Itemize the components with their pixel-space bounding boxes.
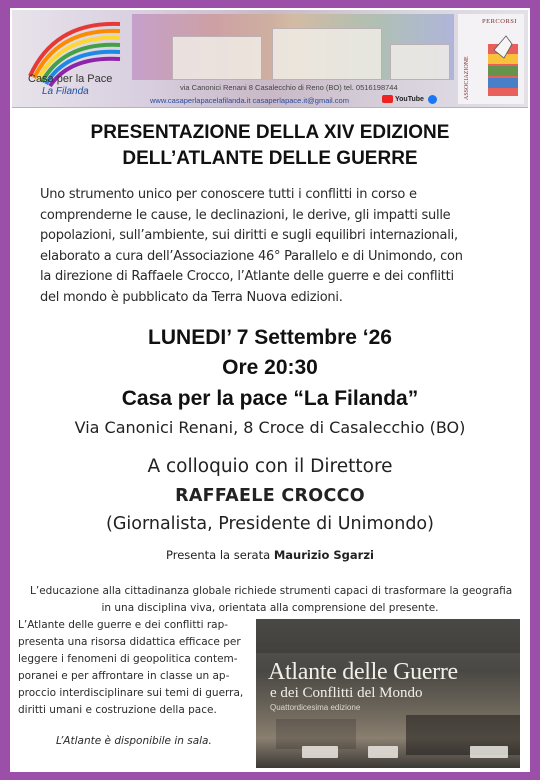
atlante-paragraph: L’Atlante delle guerre e dei conflitti rap- presenta una risorsa didattica efficace per leggere i fenomeni di geopolitica contem- poranei e per affrontare in classe un ap- proccio interdisciplinare sui temi di guerra, diritti umani e costruzione della pace. bbox=[18, 619, 244, 716]
youtube-icon bbox=[382, 95, 393, 103]
header-banner bbox=[12, 10, 528, 108]
event-date: LUNEDI’ 7 Settembre ‘26 bbox=[148, 326, 392, 349]
contact-address: via Canonici Renani 8 Casalecchio di Reno (BO) tel. 0516198744 bbox=[180, 83, 398, 92]
cover-edition: Quattordicesima edizione bbox=[270, 703, 361, 712]
logo-subtitle: La Filanda bbox=[42, 86, 89, 97]
cover-title: Atlante delle Guerre bbox=[268, 659, 458, 685]
availability-note: L’Atlante è disponibile in sala. bbox=[56, 735, 212, 747]
presenter-name: Maurizio Sgarzi bbox=[273, 548, 374, 562]
youtube-link[interactable]: YouTube bbox=[382, 95, 424, 103]
logo-name: Casa per la Pace bbox=[28, 73, 113, 85]
association-logo-icon bbox=[458, 14, 524, 104]
cover-subtitle: e dei Conflitti del Mondo bbox=[270, 685, 423, 701]
colloquio-line: A colloquio con il Direttore bbox=[147, 456, 393, 477]
publisher-logo-icon bbox=[302, 746, 338, 758]
terranuova-logo-icon bbox=[470, 746, 508, 758]
book-cover-image bbox=[256, 619, 520, 768]
intro-paragraph: Uno strumento unico per conoscere tutti i conflitti in corso e comprenderne le cause, le declinazioni, le derive, gli impatti sulle popolazioni, sull’ambiente, sui diritti e sugli equilibri internazionali, elaborato a cura dell’Associazione 46° Parallelo e di Unimondo, con la direzione di Raffaele Crocco, l’Atlante delle guerre e dei conflitti del mondo è pubblicato da Terra Nuova edizioni. bbox=[40, 187, 463, 305]
facebook-icon[interactable] bbox=[428, 95, 437, 104]
parallelo-logo-icon bbox=[368, 746, 398, 758]
presenter-line: Presenta la serata Maurizio Sgarzi bbox=[166, 548, 374, 562]
flyer-page bbox=[10, 8, 530, 772]
page-title-line1: PRESENTAZIONE DELLA XIV EDIZIONE bbox=[90, 122, 450, 143]
svg-text:ASSOCIAZIONE: ASSOCIAZIONE bbox=[464, 56, 470, 100]
speaker-name: RAFFAELE CROCCO bbox=[175, 486, 365, 506]
page-title-line2: DELL’ATLANTE DELLE GUERRE bbox=[122, 148, 418, 169]
association-name: PERCORSI bbox=[482, 18, 518, 25]
event-venue: Casa per la pace “La Filanda” bbox=[121, 387, 419, 410]
speaker-role: (Giornalista, Presidente di Unimondo) bbox=[106, 514, 434, 534]
education-paragraph: L’educazione alla cittadinanza globale richiede strumenti capaci di trasformare la geografia in una disciplina viva, orientata alla comprensione del presente. bbox=[30, 585, 513, 614]
building-photo bbox=[132, 14, 454, 80]
event-address: Via Canonici Renani, 8 Croce di Casalecchio (BO) bbox=[74, 418, 466, 437]
contact-web[interactable]: www.casaperlapacelafilanda.it casaperlapace.it@gmail.com bbox=[150, 96, 349, 105]
event-time: Ore 20:30 bbox=[222, 356, 318, 379]
